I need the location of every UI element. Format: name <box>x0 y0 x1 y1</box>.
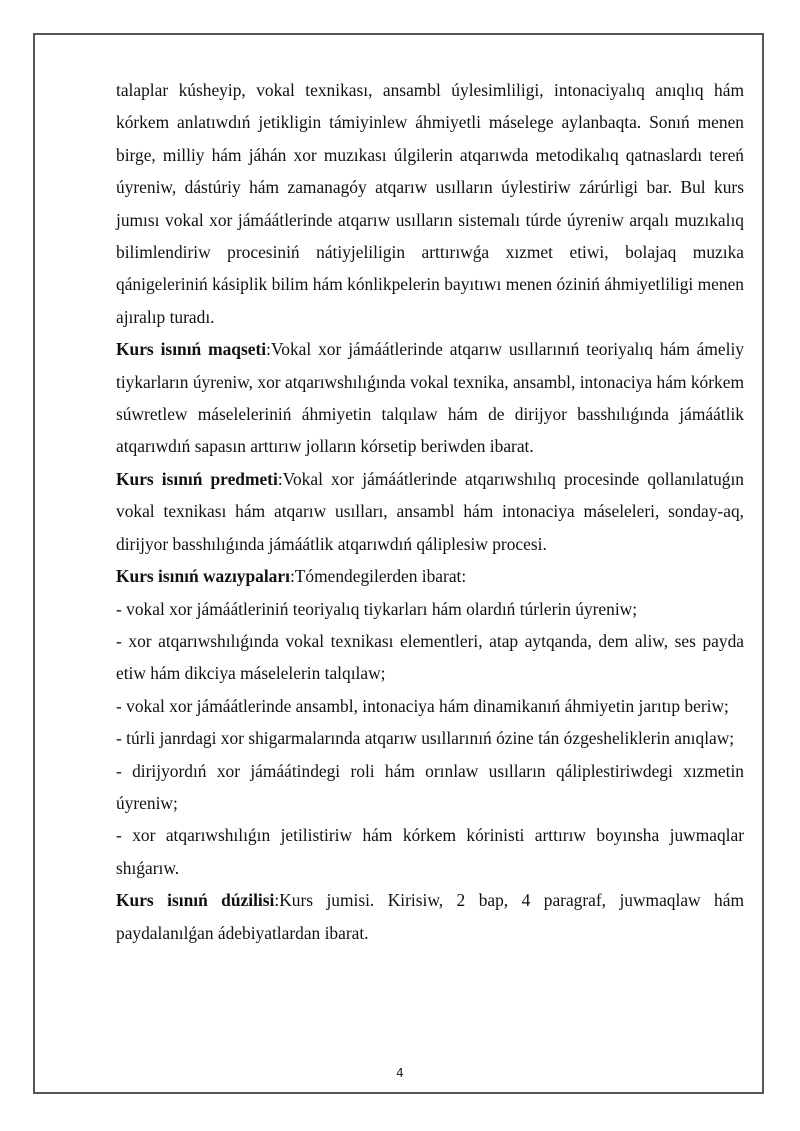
structure-text: Kurs jumisi. Kirisiw, 2 bap, 4 paragraf, juwmaqlaw hám paydalanılǵan ádebiyatlardan ibarat. <box>116 890 744 943</box>
page-number: 4 <box>396 1066 404 1080</box>
subject-paragraph: Kurs isınıń predmeti:Vokal xor jámáátlerinde atqarıwshılıq procesinde qollanılatuǵın vokal texnikası hám atqarıw usılları, ansambl hám intonaciya máseleleri, sonday-aq, dirijyor basshılıǵında jámáátlik atqarıwdıń qáliplesiw procesi. <box>116 468 744 554</box>
intro-paragraph: talaplar kúsheyip, vokal texnikası, ansambl úylesimliligi, intonaciyalıq anıqlıq hám kórkem anlatıwdıń jetikligin támiyinlew áhmiyetli máselege aylanbaqta. Sonıń menen birge, milliy hám jáhán xor muzıkası úlgilerin atqarıwda metodikalıq qatnaslardı tereń úyreniw, dástúriy hám zamanagóy atqarıw usılların úylestiriw zárúrligi bar. Bul kurs jumısı vokal xor jámáátlerinde atqarıw usılların sistemalı túrde úyreniw arqalı muzıkalıq bilimlendiriw procesiniń nátiyjeliligin arttırıwǵa xızmet etiwi, bolajaq muzıka qánigeleriniń kásiplik bilim hám kónlikpelerin bayıtıwı menen óziniń áhmiyetliligi menen ajıralıp turadı. <box>116 80 744 327</box>
aim-label: Kurs isınıń maqseti <box>116 339 267 360</box>
list-item: - vokal xor jámáátlerinde ansambl, intonaciya hám dinamikanıń áhmiyetin jarıtıp beriw; <box>116 695 729 716</box>
structure-label: Kurs isınıń dúzilisi <box>116 890 275 911</box>
document-body <box>116 74 744 949</box>
structure-paragraph: Kurs isınıń dúzilisi:Kurs jumisi. Kirisiw, 2 bap, 4 paragraf, juwmaqlaw hám paydalanılǵan ádebiyatlardan ibarat. <box>116 890 744 943</box>
list-item: - vokal xor jámáátleriniń teoriyalıq tiykarları hám olardıń túrlerin úyreniw; <box>116 598 638 619</box>
list-item: - xor atqarıwshılıǵında vokal texnikası elementleri, atap aytqanda, dem aliw, ses payda etiw hám dikciya máselelerin talqılaw; <box>116 630 744 684</box>
list-item: - dirijyordıń xor jámáátindegi roli hám orınlaw usılların qáliplestiriwdegi xızmetin úyreniw; <box>116 760 744 813</box>
tasks-text: Tómendegilerden ibarat: <box>294 566 467 587</box>
aim-paragraph: Kurs isınıń maqseti:Vokal xor jámáátlerinde atqarıw usıllarınıń teoriyalıq hám ámeliy tiykarların úyreniw, xor atqarıwshılıǵında vokal texnika, ansambl, intonaciya hám kórkem súwretlew máseleleriniń áhmiyetin talqılaw hám de dirijyor basshılıǵında jámáátlik atqarıwdıń sapasın arttırıw jolların kórsetip beriwden ibarat. <box>116 339 745 457</box>
subject-label: Kurs isınıń predmeti <box>116 468 278 489</box>
tasks-label: Kurs isınıń wazıypaları <box>116 566 290 587</box>
subject-text: Vokal xor jámáátlerinde atqarıwshılıq procesinde qollanılatuǵın vokal texnikası hám atqarıw usılları, ansambl hám intonaciya máseleleri, sonday-aq, dirijyor basshılıǵında jámáátlik atqarıwdıń qáliplesiw procesi. <box>116 468 744 554</box>
list-item: - xor atqarıwshılıǵın jetilistiriw hám kórkem kórinisti arttırıw boyınsha juwmaqlar shıǵarıw. <box>116 825 744 878</box>
tasks-paragraph: Kurs isınıń wazıypaları:Tómendegilerden ibarat: <box>116 566 467 587</box>
list-item: - túrli janrdagi xor shigarmalarında atqarıw usıllarınıń ózine tán ózgesheliklerin anıqlaw; <box>116 728 735 749</box>
aim-text: Vokal xor jámáátlerinde atqarıw usıllarınıń teoriyalıq hám ámeliy tiykarların úyreniw, xor atqarıwshılıǵında vokal texnika, ansambl, intonaciya hám kórkem súwretlew máseleleriniń áhmiyetin talqılaw hám de dirijyor basshılıǵında jámáátlik atqarıwdıń sapasın arttırıw jolların kórsetip beriwden ibarat. <box>116 339 745 457</box>
